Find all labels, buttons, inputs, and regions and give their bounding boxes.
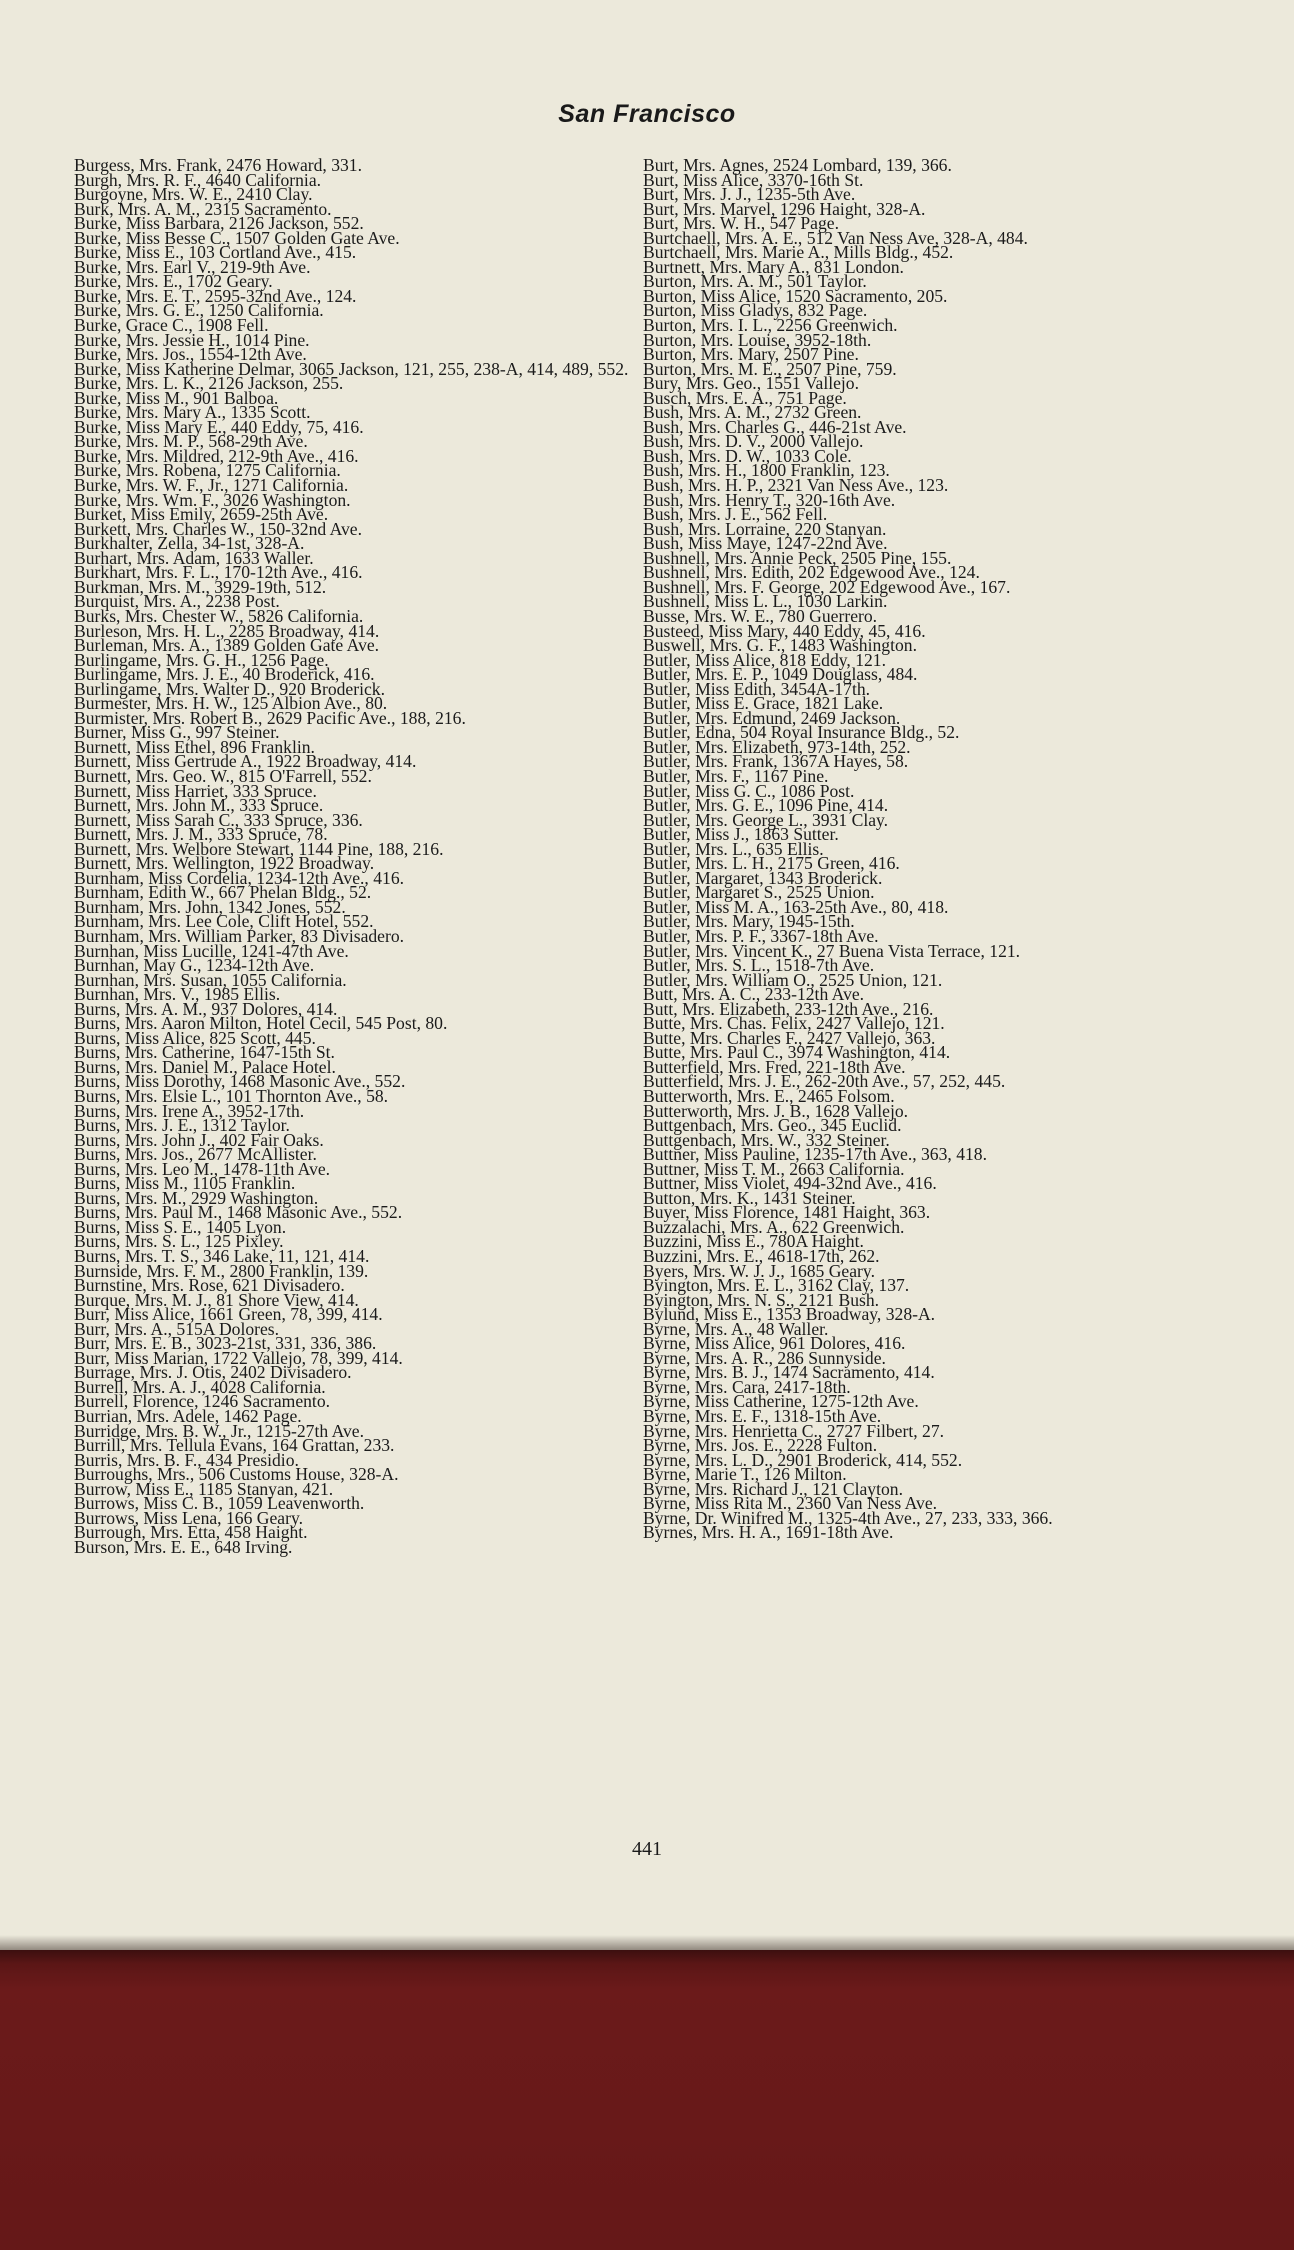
directory-entry: Burrage, Mrs. J. Otis, 2402 Divisadero. xyxy=(74,1362,352,1383)
directory-entry: Burrian, Mrs. Adele, 1462 Page. xyxy=(74,1406,302,1427)
directory-entry: Burke, Mrs. L. K., 2126 Jackson, 255. xyxy=(74,373,344,394)
directory-entry: Butte, Mrs. Paul C., 3974 Washington, 414. xyxy=(643,1042,951,1063)
directory-entry: Burke, Mrs. Mary A., 1335 Scott. xyxy=(74,402,311,423)
directory-entry: Burnett, Miss Harriet, 333 Spruce. xyxy=(74,780,317,801)
directory-entry: Burnett, Mrs. J. M., 333 Spruce, 78. xyxy=(74,824,328,845)
directory-entry: Burtnett, Mrs. Mary A., 831 London. xyxy=(643,256,904,277)
directory-entry: Butler, Miss J., 1863 Sutter. xyxy=(643,824,839,845)
directory-entry: Burr, Mrs. A., 515A Dolores. xyxy=(74,1318,280,1339)
directory-entry: Burns, Miss Alice, 825 Scott, 445. xyxy=(74,1027,316,1048)
directory-entry: Burns, Mrs. M., 2929 Washington. xyxy=(74,1187,319,1208)
directory-entry: Burtchaell, Mrs. Marie A., Mills Bldg., 452. xyxy=(643,242,954,263)
directory-entry: Burke, Mrs. Mildred, 212-9th Ave., 416. xyxy=(74,445,359,466)
directory-entry: Byrne, Mrs. E. F., 1318-15th Ave. xyxy=(643,1406,882,1427)
directory-entry: Bushnell, Mrs. F. George, 202 Edgewood Ave., 167. xyxy=(643,576,1011,597)
directory-entry: Burton, Mrs. Louise, 3952-18th. xyxy=(643,329,872,350)
directory-entry: Burke, Miss Besse C., 1507 Golden Gate Ave. xyxy=(74,227,400,248)
directory-entry: Butler, Miss Edith, 3454A-17th. xyxy=(643,678,871,699)
directory-entry: Burnhan, Mrs. Susan, 1055 California. xyxy=(74,969,347,990)
directory-entry: Burt, Mrs. Agnes, 2524 Lombard, 139, 366. xyxy=(643,155,952,175)
directory-entry: Butt, Mrs. A. C., 233-12th Ave. xyxy=(643,984,865,1005)
directory-entry: Butler, Mrs. Mary, 1945-15th. xyxy=(643,911,855,932)
directory-entry: Burnett, Miss Sarah C., 333 Spruce, 336. xyxy=(74,809,363,830)
directory-entry: Burke, Mrs. E., 1702 Geary. xyxy=(74,271,273,292)
directory-entry: Burner, Miss G., 997 Steiner. xyxy=(74,722,280,743)
directory-entry: Byrne, Dr. Winifred M., 1325-4th Ave., 27, 233, 333, 366. xyxy=(643,1507,1053,1528)
directory-entry: Burnham, Mrs. Lee Cole, Clift Hotel, 552. xyxy=(74,911,374,932)
directory-entry: Butterfield, Mrs. J. E., 262-20th Ave., 57, 252, 445. xyxy=(643,1071,1006,1092)
directory-entry: Buttgenbach, Mrs. W., 332 Steiner. xyxy=(643,1129,890,1150)
directory-entry: Byrne, Mrs. Cara, 2417-18th. xyxy=(643,1376,851,1397)
directory-entry: Burnstine, Mrs. Rose, 621 Divisadero. xyxy=(74,1275,345,1296)
directory-entry: Burke, Mrs. W. F., Jr., 1271 California. xyxy=(74,475,349,496)
directory-entry: Butler, Mrs. L. H., 2175 Green, 416. xyxy=(643,853,900,874)
directory-entry: Burke, Mrs. Earl V., 219-9th Ave. xyxy=(74,256,311,277)
directory-entry: Burhart, Mrs. Adam, 1633 Waller. xyxy=(74,547,314,568)
directory-entry: Burrough, Mrs. Etta, 458 Haight. xyxy=(74,1522,308,1543)
directory-entry: Burrows, Miss C. B., 1059 Leavenworth. xyxy=(74,1493,365,1514)
directory-entry: Burns, Mrs. Aaron Milton, Hotel Cecil, 545 Post, 80. xyxy=(74,1013,448,1034)
directory-entry: Burke, Mrs. Robena, 1275 California. xyxy=(74,460,341,481)
directory-entry: Burr, Miss Alice, 1661 Green, 78, 399, 414. xyxy=(74,1304,383,1325)
directory-entry: Byrne, Miss Catherine, 1275-12th Ave. xyxy=(643,1391,919,1412)
directory-entry: Butte, Mrs. Chas. Felix, 2427 Vallejo, 121. xyxy=(643,1013,945,1034)
directory-entry: Byrne, Mrs. Richard J., 121 Clayton. xyxy=(643,1478,903,1499)
directory-entry: Burns, Miss Dorothy, 1468 Masonic Ave., 552. xyxy=(74,1071,406,1092)
directory-entry: Busse, Mrs. W. E., 780 Guerrero. xyxy=(643,605,878,626)
directory-entry: Burkhalter, Zella, 34-1st, 328-A. xyxy=(74,533,305,554)
directory-entry: Bush, Mrs. H., 1800 Franklin, 123. xyxy=(643,460,890,481)
directory-entry: Burmester, Mrs. H. W., 125 Albion Ave., 80. xyxy=(74,693,388,714)
directory-entry: Bush, Mrs. D. V., 2000 Vallejo. xyxy=(643,431,864,452)
directory-entry: Byrne, Mrs. A., 48 Waller. xyxy=(643,1318,829,1339)
directory-entry: Burque, Mrs. M. J., 81 Shore View, 414. xyxy=(74,1289,359,1310)
directory-entry: Butler, Mrs. L., 635 Ellis. xyxy=(643,838,824,859)
directory-entry: Busch, Mrs. E. A., 751 Page. xyxy=(643,387,847,408)
directory-entry: Bushnell, Mrs. Edith, 202 Edgewood Ave., 124. xyxy=(643,562,980,583)
directory-entry: Burnham, Mrs. William Parker, 83 Divisadero. xyxy=(74,925,405,946)
directory-entry: Burke, Mrs. G. E., 1250 California. xyxy=(74,300,324,321)
directory-entry: Burnhan, May G., 1234-12th Ave. xyxy=(74,955,315,976)
directory-entry: Byers, Mrs. W. J. J., 1685 Geary. xyxy=(643,1260,875,1281)
directory-entry: Burns, Mrs. J. E., 1312 Taylor. xyxy=(74,1115,290,1136)
directory-entry: Buzzalachi, Mrs. A., 622 Greenwich. xyxy=(643,1216,905,1237)
directory-entry: Burrell, Mrs. A. J., 4028 California. xyxy=(74,1376,326,1397)
directory-entry: Butler, Mrs. Frank, 1367A Hayes, 58. xyxy=(643,751,909,772)
directory-entry: Burton, Miss Gladys, 832 Page. xyxy=(643,300,868,321)
directory-entry: Burns, Mrs. Elsie L., 101 Thornton Ave., 58. xyxy=(74,1086,389,1106)
directory-entry: Butler, Edna, 504 Royal Insurance Bldg., 52. xyxy=(643,722,960,743)
directory-entry: Burson, Mrs. E. E., 648 Irving. xyxy=(74,1536,293,1557)
directory-entry: Burrill, Mrs. Tellula Evans, 164 Grattan, 233. xyxy=(74,1435,395,1456)
directory-entry: Burke, Miss E., 103 Cortland Ave., 415. xyxy=(74,242,357,263)
directory-entry: Burns, Mrs. S. L., 125 Pixley. xyxy=(74,1231,284,1252)
directory-entry: Byrne, Marie T., 126 Milton. xyxy=(643,1464,847,1485)
directory-entry: Burr, Miss Marian, 1722 Vallejo, 78, 399, 414. xyxy=(74,1347,403,1368)
directory-entry: Burtchaell, Mrs. A. E., 512 Van Ness Ave, 328-A, 484. xyxy=(643,227,1028,248)
directory-entry: Byrne, Miss Alice, 961 Dolores, 416. xyxy=(643,1333,906,1354)
directory-column-left xyxy=(74,155,630,1557)
directory-entry: Burnham, Mrs. John, 1342 Jones, 552. xyxy=(74,896,346,917)
directory-entry: Burns, Mrs. Paul M., 1468 Masonic Ave., 552. xyxy=(74,1202,403,1223)
directory-entry: Burke, Miss Barbara, 2126 Jackson, 552. xyxy=(74,213,364,234)
directory-entry: Burnett, Mrs. Wellington, 1922 Broadway. xyxy=(74,853,375,874)
directory-entry: Buttgenbach, Mrs. Geo., 345 Euclid. xyxy=(643,1115,902,1136)
directory-entry: Butler, Mrs. William O., 2525 Union, 121. xyxy=(643,969,943,990)
directory-entry: Burt, Mrs. J. J., 1235-5th Ave. xyxy=(643,184,856,205)
directory-entry: Burlingame, Mrs. Walter D., 920 Broderick. xyxy=(74,678,385,699)
directory-entry: Burr, Mrs. E. B., 3023-21st, 331, 336, 386. xyxy=(74,1333,377,1354)
directory-entry: Buttner, Miss Violet, 494-32nd Ave., 416. xyxy=(643,1173,937,1194)
directory-entry: Butler, Margaret, 1343 Broderick. xyxy=(643,867,883,888)
directory-entry: Burton, Mrs. A. M., 501 Taylor. xyxy=(643,271,867,292)
directory-entry: Bylund, Miss E., 1353 Broadway, 328-A. xyxy=(643,1304,936,1325)
directory-entry: Butler, Miss Alice, 818 Eddy, 121. xyxy=(643,649,886,670)
directory-entry: Burmister, Mrs. Robert B., 2629 Pacific Ave., 188, 216. xyxy=(74,707,466,728)
directory-entry: Butterfield, Mrs. Fred, 221-18th Ave. xyxy=(643,1056,906,1077)
directory-entry: Byrne, Miss Rita M., 2360 Van Ness Ave. xyxy=(643,1493,938,1514)
directory-entry: Bush, Mrs. D. W., 1033 Cole. xyxy=(643,445,852,466)
directory-entry: Burnhan, Mrs. V., 1985 Ellis. xyxy=(74,984,281,1005)
directory-entry: Burkhart, Mrs. F. L., 170-12th Ave., 416. xyxy=(74,562,363,583)
directory-entry: Button, Mrs. K., 1431 Steiner. xyxy=(643,1187,856,1208)
directory-entry: Burke, Miss M., 901 Balboa. xyxy=(74,387,279,408)
directory-entry: Byrne, Mrs. A. R., 286 Sunnyside. xyxy=(643,1347,886,1368)
directory-entry: Burnett, Mrs. Welbore Stewart, 1144 Pine, 188, 216. xyxy=(74,838,444,859)
directory-entry: Butler, Miss G. C., 1086 Post. xyxy=(643,780,855,801)
directory-entry: Burrow, Miss E., 1185 Stanyan, 421. xyxy=(74,1478,334,1499)
directory-entry: Burgess, Mrs. Frank, 2476 Howard, 331. xyxy=(74,155,363,175)
directory-entry: Butte, Mrs. Charles F., 2427 Vallejo, 363. xyxy=(643,1027,936,1048)
directory-entry: Buzzini, Miss E., 780A Haight. xyxy=(643,1231,864,1252)
directory-entry: Burton, Mrs. Mary, 2507 Pine. xyxy=(643,344,859,365)
directory-entry: Butler, Mrs. Vincent K., 27 Buena Vista Terrace, 121. xyxy=(643,940,1021,961)
directory-entry: Bush, Miss Maye, 1247-22nd Ave. xyxy=(643,533,888,554)
directory-entry: Burlingame, Mrs. G. H., 1256 Page. xyxy=(74,649,329,670)
directory-entry: Bury, Mrs. Geo., 1551 Vallejo. xyxy=(643,373,859,394)
directory-entry: Burgh, Mrs. R. F., 4640 California. xyxy=(74,169,322,190)
directory-entry: Butler, Mrs. P. F., 3367-18th Ave. xyxy=(643,925,879,946)
directory-entry: Burns, Mrs. Leo M., 1478-11th Ave. xyxy=(74,1158,331,1179)
directory-entry: Burke, Mrs. Wm. F., 3026 Washington. xyxy=(74,489,351,510)
directory-entry: Burquist, Mrs. A., 2238 Post. xyxy=(74,591,280,612)
directory-entry: Bushnell, Mrs. Annie Peck, 2505 Pine, 155. xyxy=(643,547,952,568)
directory-entry: Burt, Mrs. Marvel, 1296 Haight, 328-A. xyxy=(643,198,926,219)
directory-entry: Butler, Mrs. F., 1167 Pine. xyxy=(643,765,829,786)
directory-entry: Burnett, Miss Ethel, 896 Franklin. xyxy=(74,736,315,757)
directory-entry: Bush, Mrs. J. E., 562 Fell. xyxy=(643,504,828,525)
directory-entry: Butler, Margaret S., 2525 Union. xyxy=(643,882,875,903)
directory-entry: Bush, Mrs. A. M., 2732 Green. xyxy=(643,402,862,423)
directory-entry: Bush, Mrs. H. P., 2321 Van Ness Ave., 123. xyxy=(643,475,949,496)
directory-entry: Burns, Mrs. John J., 402 Fair Oaks. xyxy=(74,1129,324,1150)
directory-entry: Byrne, Mrs. L. D., 2901 Broderick, 414, 552. xyxy=(643,1449,963,1470)
directory-entry: Burke, Miss Katherine Delmar, 3065 Jackson, 121, 255, 238-A, 414, 489, 552. xyxy=(74,358,629,379)
book-cover-background xyxy=(0,1950,1294,2250)
directory-entry: Butler, Mrs. Elizabeth, 973-14th, 252. xyxy=(643,736,911,757)
directory-entry: Burris, Mrs. B. F., 434 Presidio. xyxy=(74,1449,299,1470)
directory-entry: Burns, Miss M., 1105 Franklin. xyxy=(74,1173,296,1194)
directory-entry: Burk, Mrs. A. M., 2315 Sacramento. xyxy=(74,198,332,219)
directory-entry: Butler, Mrs. G. E., 1096 Pine, 414. xyxy=(643,795,889,816)
directory-entry: Burnett, Miss Gertrude A., 1922 Broadway, 414. xyxy=(74,751,417,772)
directory-entry: Burns, Mrs. Jos., 2677 McAllister. xyxy=(74,1144,317,1165)
directory-entry: Bush, Mrs. Charles G., 446-21st Ave. xyxy=(643,416,907,437)
directory-entry: Butler, Mrs. Edmund, 2469 Jackson. xyxy=(643,707,901,728)
directory-entry: Butt, Mrs. Elizabeth, 233-12th Ave., 216. xyxy=(643,998,934,1019)
directory-entry: Buttner, Miss T. M., 2663 California. xyxy=(643,1158,905,1179)
directory-entry: Burnett, Mrs. Geo. W., 815 O'Farrell, 552. xyxy=(74,765,372,786)
directory-entry: Burke, Mrs. Jessie H., 1014 Pine. xyxy=(74,329,310,350)
directory-entry: Burrows, Miss Lena, 166 Geary. xyxy=(74,1507,304,1528)
directory-entry: Butterworth, Mrs. J. B., 1628 Vallejo. xyxy=(643,1100,909,1121)
directory-entry: Butler, Mrs. S. L., 1518-7th Ave. xyxy=(643,955,875,976)
directory-entry: Burks, Mrs. Chester W., 5826 California. xyxy=(74,605,364,626)
directory-entry: Burnham, Edith W., 667 Phelan Bldg., 52. xyxy=(74,882,372,903)
directory-entry: Burns, Mrs. Catherine, 1647-15th St. xyxy=(74,1042,335,1063)
directory-entry: Burleman, Mrs. A., 1389 Golden Gate Ave. xyxy=(74,635,380,656)
directory-entry: Butler, Miss E. Grace, 1821 Lake. xyxy=(643,693,884,714)
directory-entry: Buyer, Miss Florence, 1481 Haight, 363. xyxy=(643,1202,931,1223)
directory-entry: Burt, Miss Alice, 3370-16th St. xyxy=(643,169,864,190)
directory-entry: Burke, Grace C., 1908 Fell. xyxy=(74,315,269,336)
directory-entry: Busteed, Miss Mary, 440 Eddy, 45, 416. xyxy=(643,620,926,641)
directory-entry: Burrell, Florence, 1246 Sacramento. xyxy=(74,1391,331,1412)
directory-entry: Burnett, Mrs. John M., 333 Spruce. xyxy=(74,795,324,816)
directory-entry: Byington, Mrs. N. S., 2121 Bush. xyxy=(643,1289,880,1310)
directory-entry: Butler, Miss M. A., 163-25th Ave., 80, 418. xyxy=(643,896,949,917)
directory-entry: Bushnell, Miss L. L., 1030 Larkin. xyxy=(643,591,888,612)
directory-entry: Burton, Mrs. I. L., 2256 Greenwich. xyxy=(643,315,898,336)
directory-entry: Byington, Mrs. E. L., 3162 Clay, 137. xyxy=(643,1275,910,1296)
directory-entry: Burnhan, Miss Lucille, 1241-47th Ave. xyxy=(74,940,349,961)
directory-entry: Burns, Miss S. E., 1405 Lyon. xyxy=(74,1216,287,1237)
directory-entry: Burlingame, Mrs. J. E., 40 Broderick, 416. xyxy=(74,664,375,685)
page-title: San Francisco xyxy=(558,100,736,128)
directory-entry: Burnham, Miss Cordelia, 1234-12th Ave., 416. xyxy=(74,867,405,888)
directory-entry: Butterworth, Mrs. E., 2465 Folsom. xyxy=(643,1086,895,1106)
directory-entry: Burns, Mrs. Irene A., 3952-17th. xyxy=(74,1100,305,1121)
directory-entry: Burleson, Mrs. H. L., 2285 Broadway, 414. xyxy=(74,620,380,641)
directory-entry: Byrne, Mrs. Henrietta C., 2727 Filbert, 27. xyxy=(643,1420,945,1441)
directory-entry: Burnside, Mrs. F. M., 2800 Franklin, 139. xyxy=(74,1260,369,1281)
directory-entry: Byrnes, Mrs. H. A., 1691-18th Ave. xyxy=(643,1522,894,1543)
directory-entry: Butler, Mrs. George L., 3931 Clay. xyxy=(643,809,889,830)
directory-entry: Byrne, Mrs. B. J., 1474 Sacramento, 414. xyxy=(643,1362,935,1383)
directory-entry: Buswell, Mrs. G. F., 1483 Washington. xyxy=(643,635,917,656)
directory-entry: Burkman, Mrs. M., 3929-19th, 512. xyxy=(74,576,327,597)
directory-entry: Burton, Miss Alice, 1520 Sacramento, 205. xyxy=(643,285,948,306)
directory-entry: Burket, Miss Emily, 2659-25th Ave. xyxy=(74,504,329,525)
directory-entry: Butler, Mrs. E. P., 1049 Douglass, 484. xyxy=(643,664,918,685)
directory-entry: Burt, Mrs. W. H., 547 Page. xyxy=(643,213,839,234)
directory-entry: Burgoyne, Mrs. W. E., 2410 Clay. xyxy=(74,184,313,205)
directory-entry: Burridge, Mrs. B. W., Jr., 1215-27th Ave. xyxy=(74,1420,364,1441)
directory-entry: Burroughs, Mrs., 506 Customs House, 328-A. xyxy=(74,1464,399,1485)
directory-entry: Buttner, Miss Pauline, 1235-17th Ave., 363, 418. xyxy=(643,1144,987,1165)
directory-entry: Burke, Miss Mary E., 440 Eddy, 75, 416. xyxy=(74,416,364,437)
directory-entry: Bush, Mrs. Henry T., 320-16th Ave. xyxy=(643,489,896,510)
directory-entry: Burns, Mrs. Daniel M., Palace Hotel. xyxy=(74,1056,336,1077)
directory-entry: Bush, Mrs. Lorraine, 220 Stanyan. xyxy=(643,518,887,539)
directory-entry: Byrne, Mrs. Jos. E., 2228 Fulton. xyxy=(643,1435,878,1456)
directory-entry: Burton, Mrs. M. E., 2507 Pine, 759. xyxy=(643,358,897,379)
directory-entry: Burns, Mrs. A. M., 937 Dolores, 414. xyxy=(74,998,338,1019)
directory-entry: Burke, Mrs. Jos., 1554-12th Ave. xyxy=(74,344,307,365)
directory-entry: Burkett, Mrs. Charles W., 150-32nd Ave. xyxy=(74,518,362,539)
directory-column-right xyxy=(643,155,1203,1543)
directory-entry: Buzzini, Mrs. E., 4618-17th, 262. xyxy=(643,1246,880,1267)
directory-entry: Burns, Mrs. T. S., 346 Lake, 11, 121, 414. xyxy=(74,1246,370,1267)
directory-entry: Burke, Mrs. M. P., 568-29th Ave. xyxy=(74,431,308,452)
directory-entry: Burke, Mrs. E. T., 2595-32nd Ave., 124. xyxy=(74,285,357,306)
page-number: 441 xyxy=(632,1838,662,1860)
